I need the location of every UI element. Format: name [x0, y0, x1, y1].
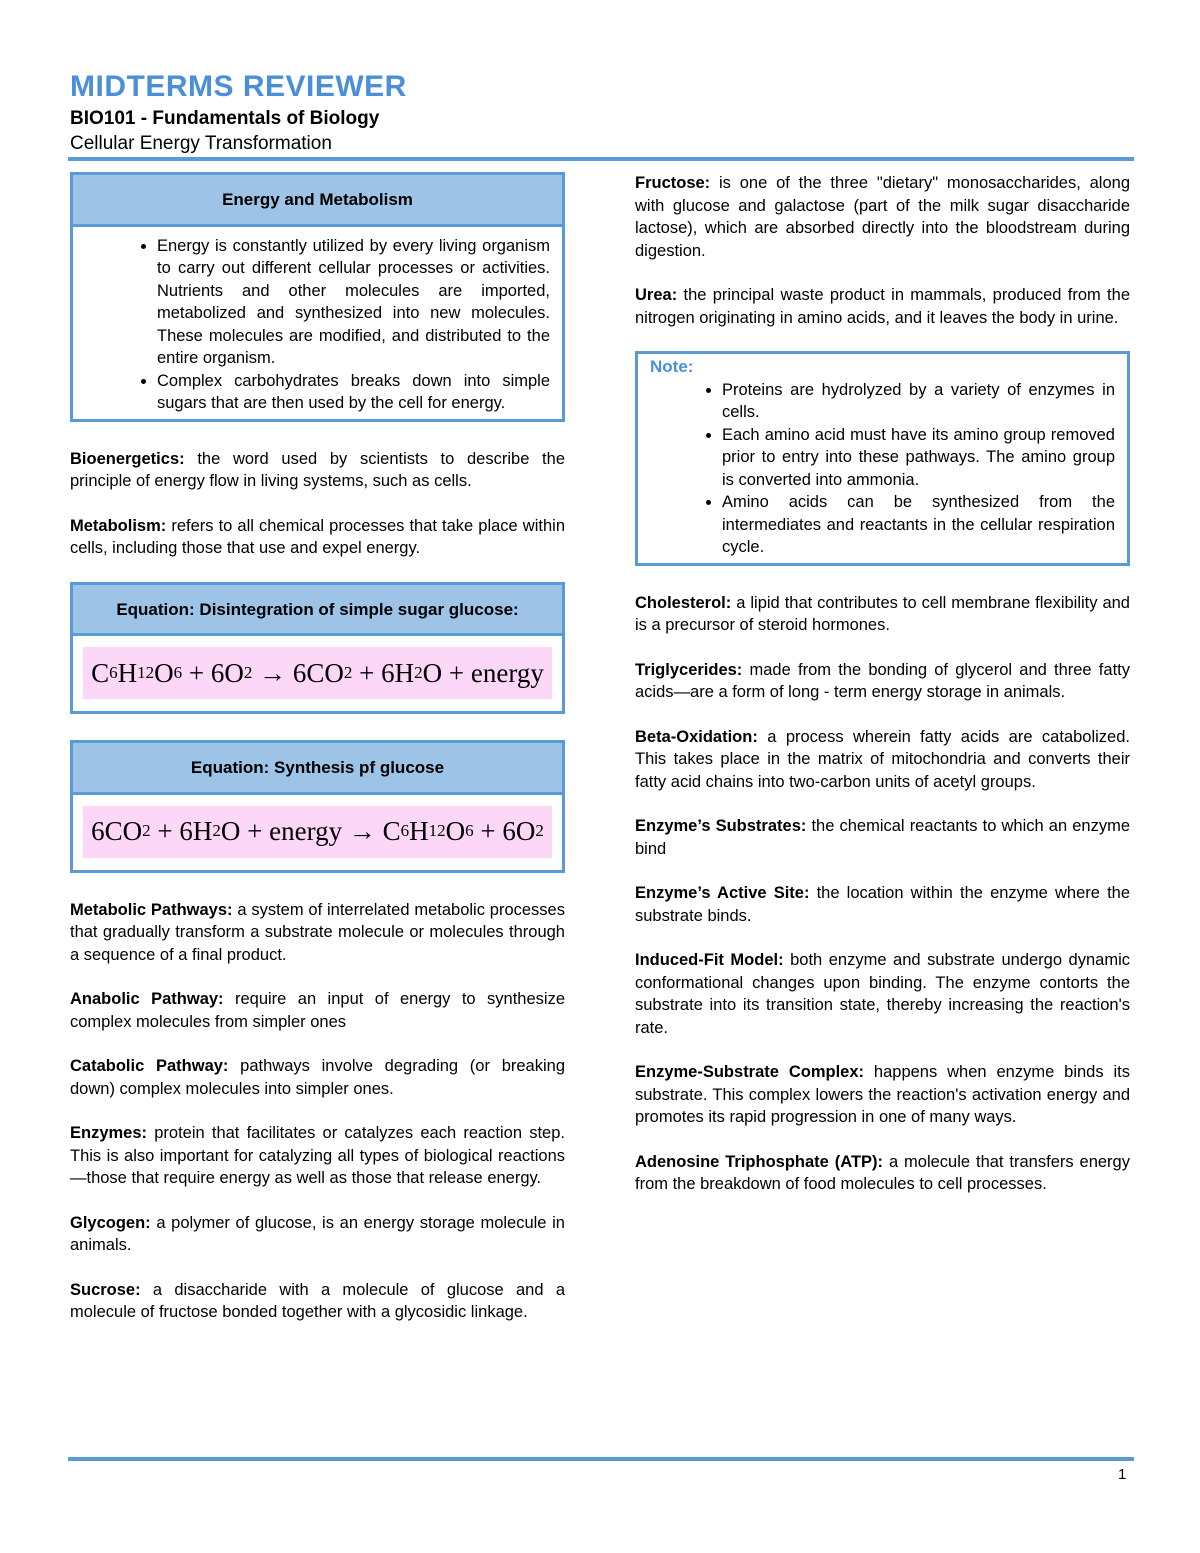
definition-metabolic-pathways: Metabolic Pathways: a system of interrelated metabolic processes that gradually transform a substrate molecule or molecules through a sequence of a final product. — [70, 900, 565, 964]
definition-metabolism: Metabolism: refers to all chemical processes that take place within cells, including those that use and expel energy. — [70, 516, 565, 557]
topic-subtitle: Cellular Energy Transformation — [70, 133, 332, 154]
list-item: • Proteins are hydrolyzed by a variety of enzymes in cells. — [722, 379, 1115, 424]
definition-atp: Adenosine Triphosphate (ATP): a molecule that transfers energy from the breakdown of food molecules to cell processes. — [635, 1152, 1130, 1193]
header-rule — [68, 157, 1134, 161]
definition-anabolic-pathway: Anabolic Pathway: require an input of energy to synthesize complex molecules from simpler ones — [70, 990, 565, 1031]
page-title: MIDTERMS REVIEWER — [70, 70, 407, 103]
definition-triglycerides: Triglycerides: made from the bonding of glycerol and three fatty acids—are a form of long - term energy storage in animals. — [635, 660, 1130, 701]
definition-induced-fit: Induced-Fit Model: both enzyme and substrate undergo dynamic conformational changes upon binding. The enzyme contorts the substrate into its transition state, thereby increasing the reaction's rate. — [635, 951, 1130, 1037]
definition-sucrose: Sucrose: a disaccharide with a molecule of glucose and a molecule of fructose bonded together with a glycosidic linkage. — [70, 1280, 565, 1321]
list-item: • Complex carbohydrates breaks down into simple sugars that are then used by the cell for energy. — [157, 370, 550, 415]
definition-beta-oxidation: Beta-Oxidation: a process wherein fatty acids are catabolized. This takes place in the matrix of mitochondria and converts their fatty acid chains into two-carbon units of acetyl groups. — [635, 727, 1130, 791]
list-item: • Each amino acid must have its amino group removed prior to entry into these pathways. The amino group is converted into ammonia. — [722, 424, 1115, 492]
energy-metabolism-box — [70, 172, 565, 422]
equation-heading: Equation: Disintegration of simple sugar glucose: — [73, 585, 562, 637]
definition-fructose: Fructose: is one of the three "dietary" monosaccharides, along with glucose and galactose (part of the milk sugar disaccharide lactose), which are absorbed directly into the bloodstream during digestion. — [635, 174, 1130, 260]
definition-enzyme-substrates: Enzyme’s Substrates: the chemical reactants to which an enzyme bind — [635, 817, 1130, 858]
definition-urea: Urea: the principal waste product in mammals, produced from the nitrogen originating in amino acids, and it leaves the body in urine. — [635, 286, 1130, 327]
definition-active-site: Enzyme’s Active Site: the location within the enzyme where the substrate binds. — [635, 884, 1131, 925]
course-title: BIO101 - Fundamentals of Biology — [70, 108, 380, 129]
energy-box-heading: Energy and Metabolism — [73, 175, 562, 227]
equation-heading: Equation: Synthesis pf glucose — [73, 743, 562, 795]
energy-bullet-list — [85, 235, 550, 415]
list-item: • Energy is constantly utilized by every living organism to carry out different cellular processes or activities. Nutrients and other molecules are imported, metabolized and synthesized into new molecules. These molecules are modified, and distributed to the entire organism. — [157, 235, 550, 370]
note-bullet-list — [650, 379, 1115, 559]
definition-enzyme-substrate-complex: Enzyme-Substrate Complex: happens when enzyme binds its substrate. This complex lowers the reaction's activation energy and promotes its rapid progression in one of many ways. — [635, 1063, 1130, 1126]
list-item: • Amino acids can be synthesized from the intermediates and reactants in the cellular respiration cycle. — [722, 491, 1115, 559]
page-number: 1 — [1118, 1466, 1127, 1483]
glucose-synthesis-equation: 6CO 2 + 6H 2 O + energy → C 6 H 12 O 6 + 6O 2 — [83, 806, 552, 858]
glucose-breakdown-equation: C 6 H 12 O 6 + 6O 2 → 6CO 2 + 6H 2 O + energy — [83, 647, 552, 699]
definition-cholesterol: Cholesterol: a lipid that contributes to cell membrane flexibility and is a precursor of steroid hormones. — [635, 593, 1130, 634]
definition-glycogen: Glycogen: a polymer of glucose, is an energy storage molecule in animals. — [70, 1213, 565, 1254]
note-heading: Note: — [650, 357, 694, 376]
definition-catabolic-pathway: Catabolic Pathway: pathways involve degrading (or breaking down) complex molecules into simpler ones. — [70, 1057, 565, 1098]
definition-enzymes: Enzymes: protein that facilitates or catalyzes each reaction step. This is also important for catalyzing all types of biological reactions—those that require energy as well as those that release energy. — [70, 1124, 565, 1187]
definition-bioenergetics: Bioenergetics: the word used by scientists to describe the principle of energy flow in living systems, such as cells. — [70, 449, 565, 490]
left-column — [70, 172, 565, 1346]
right-column — [635, 172, 1130, 1218]
equation-synthesis-box — [70, 740, 565, 873]
equation-disintegration-box — [70, 582, 565, 715]
note-box — [635, 351, 1130, 566]
footer-rule — [68, 1457, 1134, 1461]
